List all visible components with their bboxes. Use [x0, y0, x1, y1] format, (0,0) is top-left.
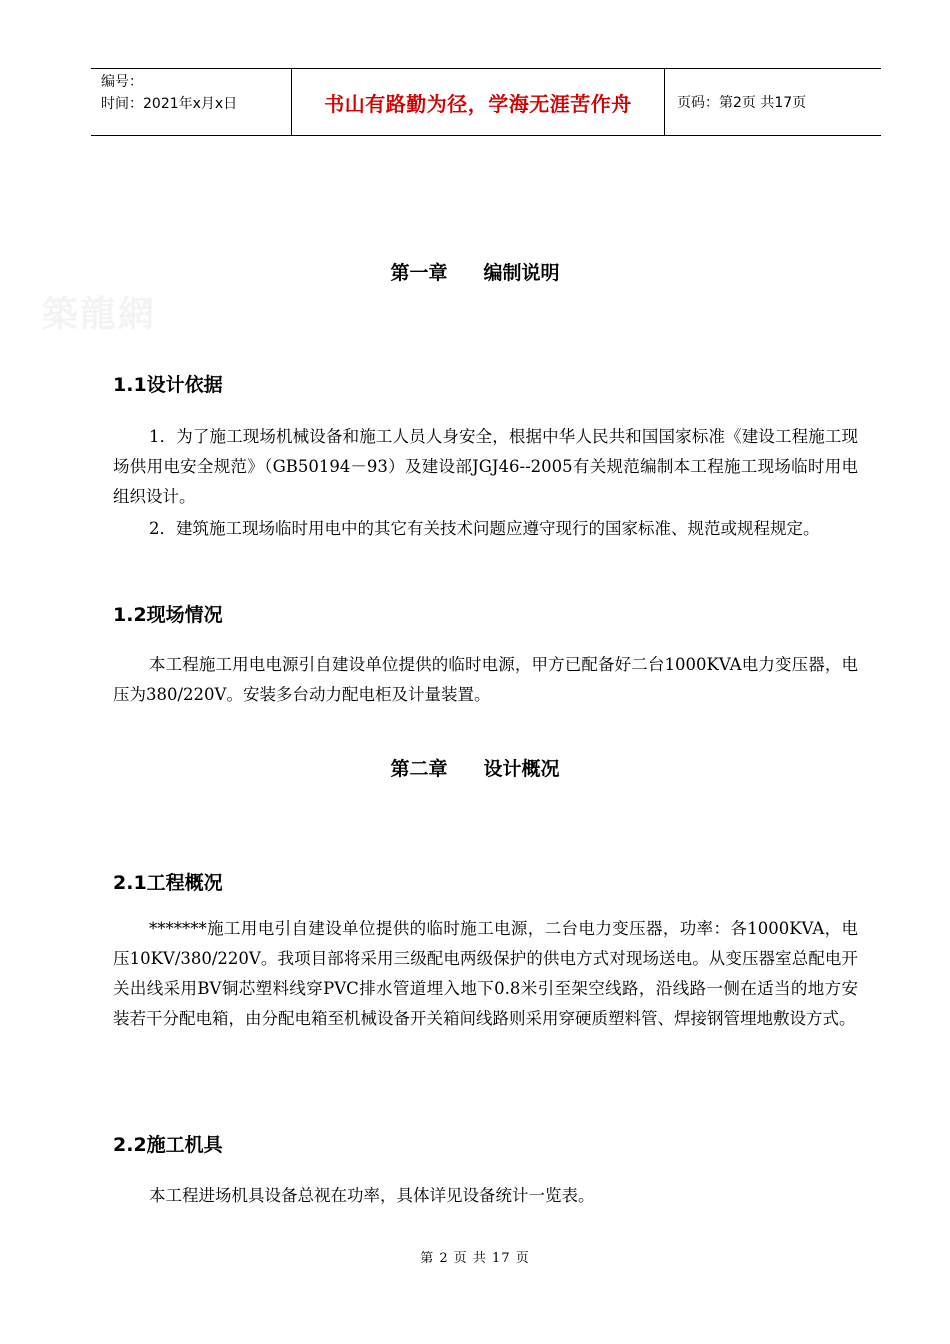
section-1-1-heading: 1.1设计依据 [113, 374, 223, 396]
section-1-1-paragraph-2: 2．建筑施工现场临时用电中的其它有关技术问题应遵守现行的国家标准、规范或规程规定。 [149, 519, 820, 538]
section-2-1-paragraph-1: *******施工用电引自建设单位提供的临时施工电源，二台电力变压器，功率：各1000KVA，电压10KV/380/220V。我项目部将采用三级配电两级保护的供电方式对现场送电。从变压器室总配电开关出线采用BV铜芯塑料线穿PVC排水管道埋入地下0.8米引至架空线路，沿线路一侧在适当的地方安装若干分配电箱，由分配电箱至机械设备开关箱间线路则采用穿硬质塑料管、焊接钢管埋地敷设方式。 [113, 919, 858, 1028]
header-page-info: 页码：第2页 共17页 [677, 95, 807, 111]
page-header [91, 68, 881, 136]
section-1-2-paragraph-1: 本工程施工用电电源引自建设单位提供的临时电源，甲方已配备好二台1000KVA电力变压器，电压为380/220V。安装多台动力配电柜及计量装置。 [113, 655, 858, 704]
chapter-2-name: 设计概况 [483, 758, 560, 780]
chapter-1-number: 第一章 [390, 262, 448, 284]
chapter-2-number: 第二章 [390, 758, 448, 780]
section-2-2-heading: 2.2施工机具 [113, 1134, 223, 1156]
chapter-1-title [0, 258, 950, 285]
section-1-2-heading: 1.2现场情况 [113, 604, 223, 626]
watermark-logo: 築龍網 [42, 293, 157, 335]
chapter-2-title [0, 754, 950, 781]
document-number-label: 编号： [101, 74, 143, 90]
chapter-1-name: 编制说明 [483, 262, 560, 284]
section-2-1-heading: 2.1工程概况 [113, 872, 223, 894]
document-time-label: 时间：2021年x月x日 [101, 96, 238, 112]
section-1-1-paragraph-1: 1．为了施工现场机械设备和施工人员人身安全，根据中华人民共和国国家标准《建设工程施工现场供用电安全规范》（GB50194－93）及建设部JGJ46--2005有关规范编制本工程施工现场临时用电组织设计。 [113, 427, 858, 506]
section-2-2-paragraph-1: 本工程进场机具设备总视在功率，具体详见设备统计一览表。 [149, 1186, 595, 1205]
page-footer: 第 2 页 共 17 页 [420, 1251, 530, 1266]
header-motto: 书山有路勤为径，学海无涯苦作舟 [292, 69, 665, 135]
header-meta [91, 69, 292, 135]
